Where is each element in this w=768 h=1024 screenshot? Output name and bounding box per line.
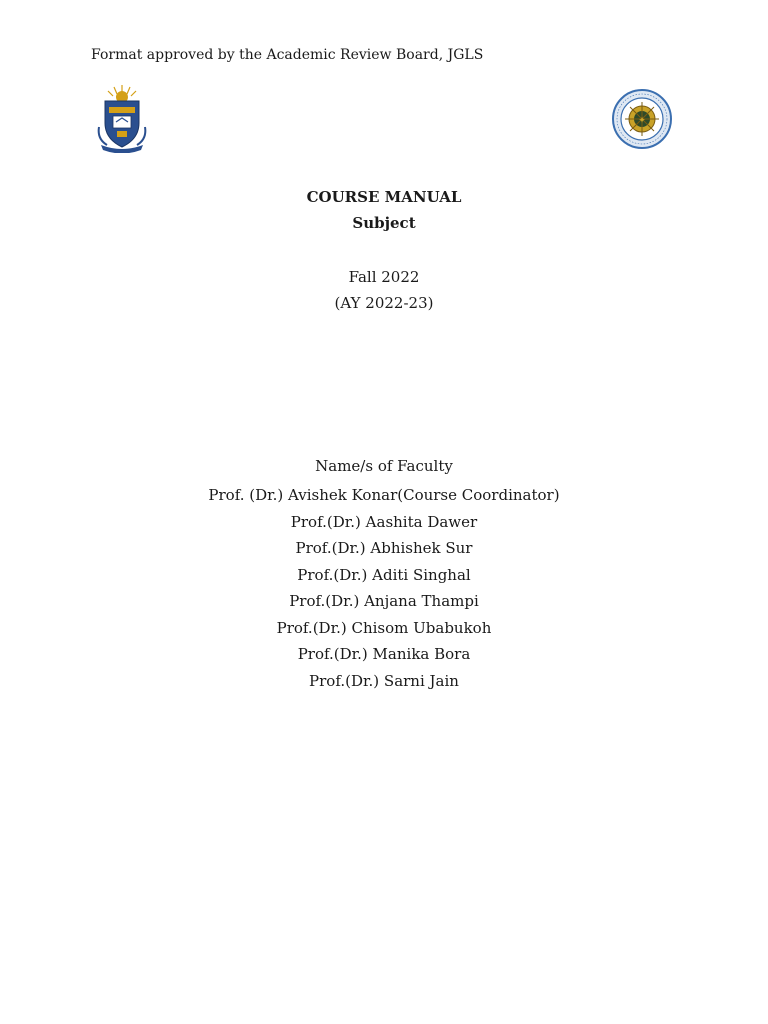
university-crest-icon: [95, 83, 149, 153]
faculty-member: Prof.(Dr.) Chisom Ubabukoh: [276, 618, 492, 637]
faculty-member: Prof.(Dr.) Sarni Jain: [309, 671, 459, 690]
faculty-member: Prof.(Dr.) Aditi Singhal: [297, 565, 471, 584]
faculty-member: Prof.(Dr.) Manika Bora: [297, 645, 471, 663]
law-school-seal-icon: [611, 88, 673, 150]
faculty-member: Prof.(Dr.) Abhishek Sur: [295, 539, 473, 557]
faculty-member: Prof. (Dr.) Avishek Konar(Course Coordinator): [208, 486, 560, 504]
svg-text:✦: ✦: [638, 116, 646, 126]
approval-note: Format approved by the Academic Review Board, JGLS: [91, 47, 484, 63]
faculty-list: [0, 482, 768, 694]
faculty-member: Prof.(Dr.) Anjana Thampi: [289, 592, 479, 610]
document-title: COURSE MANUAL: [306, 188, 462, 206]
document-subtitle: Subject: [352, 214, 416, 232]
faculty-member: Prof.(Dr.) Aashita Dawer: [290, 512, 478, 531]
academic-year-label: (AY 2022-23): [334, 294, 434, 312]
faculty-heading: Name/s of Faculty: [315, 457, 453, 475]
term-label: Fall 2022: [348, 268, 420, 286]
